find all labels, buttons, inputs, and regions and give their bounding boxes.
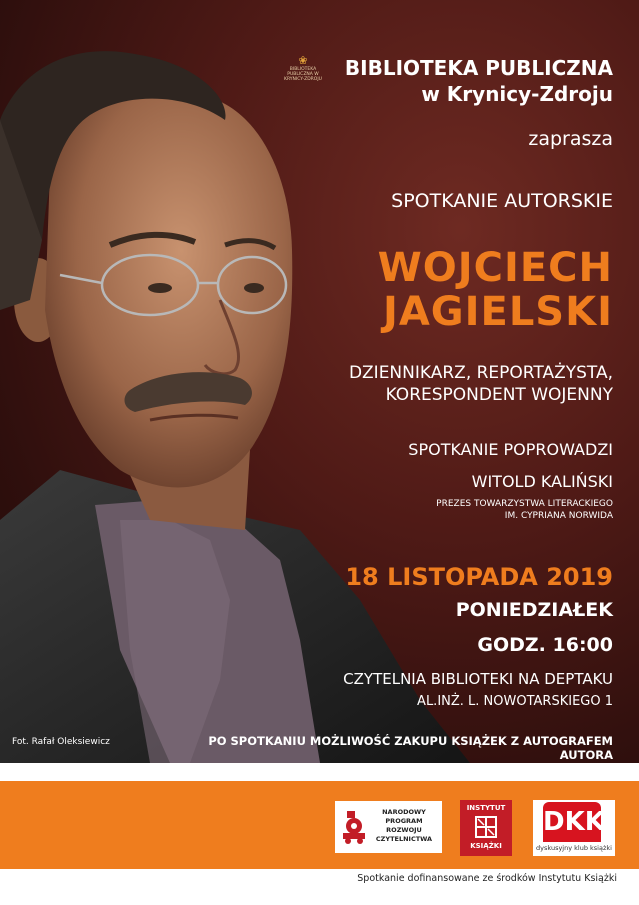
host-name: WITOLD KALIŃSKI bbox=[471, 472, 613, 491]
library-name-line1: BIBLIOTEKA PUBLICZNA bbox=[344, 56, 613, 80]
sponsor-footer bbox=[0, 763, 639, 905]
instytut-ksiazki-logo bbox=[460, 800, 512, 856]
ik-line1: INSTYTUT bbox=[466, 804, 506, 812]
host-role-line2: IM. CYPRIANA NORWIDA bbox=[504, 511, 613, 521]
host-role bbox=[213, 498, 613, 522]
library-name bbox=[213, 55, 613, 107]
nprc-line2: PROGRAM bbox=[385, 817, 423, 825]
nprc-logo-text bbox=[371, 808, 437, 844]
locomotive-icon bbox=[341, 809, 367, 845]
author-name bbox=[213, 246, 613, 334]
nprc-line1: NARODOWY bbox=[382, 808, 426, 816]
autograph-note: PO SPOTKANIU MOŻLIWOŚĆ ZAKUPU KSIĄŻEK Z AUTOGRAFEM AUTORA bbox=[208, 734, 613, 762]
author-last-name: JAGIELSKI bbox=[382, 289, 613, 335]
event-time: GODZ. 16:00 bbox=[477, 634, 613, 656]
ik-line2: KSIĄŻKI bbox=[470, 842, 502, 850]
author-first-name: WOJCIECH bbox=[377, 245, 613, 291]
nprc-logo bbox=[335, 801, 442, 853]
library-logo-text: BIBLIOTEKA PUBLICZNA W KRYNICY-ZDROJU bbox=[284, 67, 322, 82]
dkk-logo bbox=[533, 800, 615, 856]
profession-line1: DZIENNIKARZ, REPORTAŻYSTA, bbox=[348, 363, 613, 383]
library-name-line2: w Krynicy-Zdroju bbox=[421, 82, 613, 106]
host-role-line1: PREZES TOWARZYSTWA LITERACKIEGO bbox=[436, 499, 613, 509]
event-type: SPOTKANIE AUTORSKIE bbox=[391, 190, 613, 212]
dkk-caption: dyskusyjny klub książki bbox=[536, 844, 612, 852]
event-day: PONIEDZIAŁEK bbox=[455, 599, 613, 621]
nprc-line3: ROZWOJU bbox=[386, 826, 422, 834]
event-address: AL.INŻ. L. NOWOTARSKIEGO 1 bbox=[417, 694, 613, 709]
library-emblem-icon: ❀ bbox=[298, 54, 308, 67]
book-grid-icon bbox=[475, 816, 497, 838]
nprc-line4: CZYTELNICTWA bbox=[375, 835, 433, 843]
dkk-mark: DKK bbox=[543, 802, 601, 842]
photo-credit: Fot. Rafał Oleksiewicz bbox=[12, 737, 110, 747]
event-date: 18 LISTOPADA 2019 bbox=[345, 563, 613, 591]
author-profession bbox=[213, 362, 613, 406]
event-venue: CZYTELNIA BIBLIOTEKI NA DEPTAKU bbox=[343, 670, 613, 688]
host-label: SPOTKANIE POPROWADZI bbox=[408, 440, 613, 459]
invites-text: zaprasza bbox=[528, 128, 613, 150]
funding-note: Spotkanie dofinansowane ze środków Instytutu Książki bbox=[357, 873, 617, 884]
profession-line2: KORESPONDENT WOJENNY bbox=[385, 385, 613, 405]
